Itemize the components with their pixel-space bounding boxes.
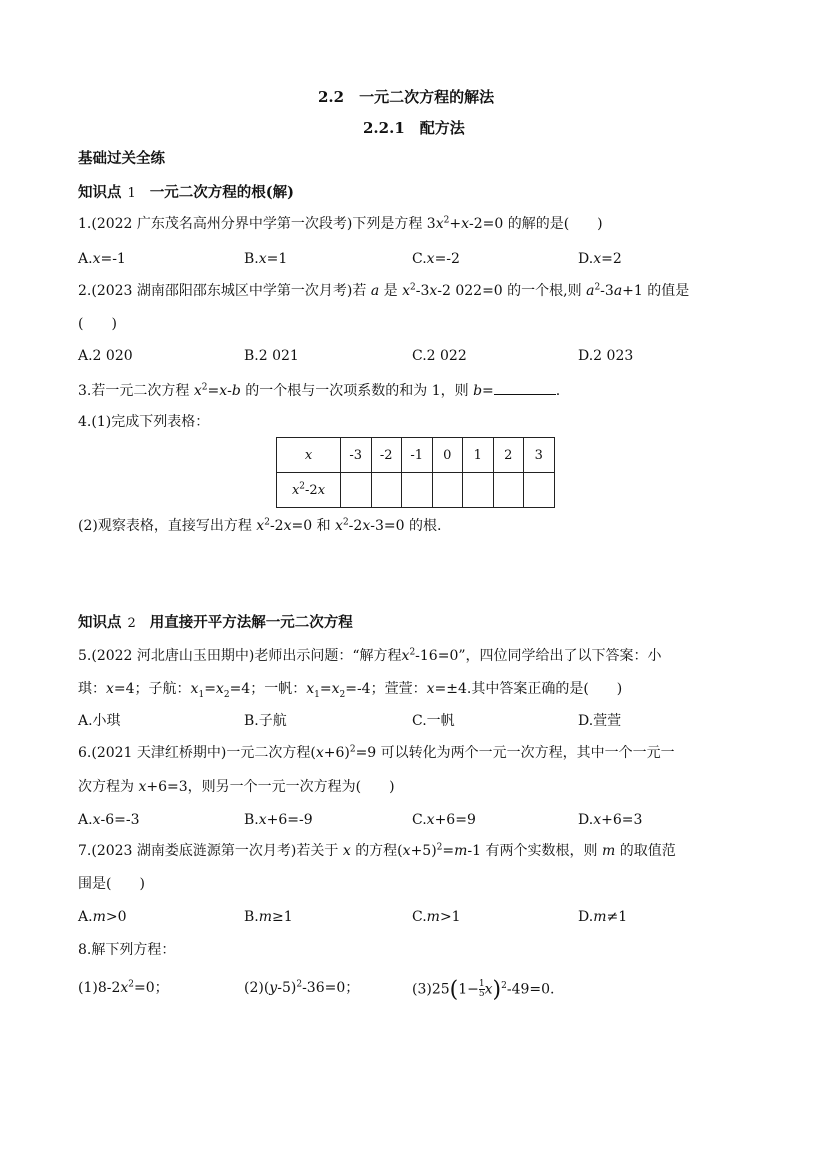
values-table bbox=[276, 437, 555, 508]
question-5-option-b[interactable]: B.子航 bbox=[244, 713, 287, 729]
question-8-stem: 8.解下列方程： bbox=[78, 942, 176, 958]
table-cell: -3 bbox=[341, 438, 372, 473]
question-7-line-1: 7.(2023 湖南娄底涟源第一次月考)若关于 x 的方程$(x+5)^2=m-1$ 有两个实数根，则 m 的取值范 bbox=[78, 842, 676, 859]
question-6-line-1: 6.(2021 天津红桥期中)一元二次方程$(x+6)^2=9$ 可以转化为两个一元一次方程，其中一个一元一 bbox=[78, 744, 675, 761]
table-empty-cell[interactable] bbox=[341, 473, 372, 508]
table-empty-cell[interactable] bbox=[524, 473, 555, 508]
question-1-option-a[interactable]: A.x=-1 bbox=[78, 251, 126, 267]
part-title: 基础过关全练 bbox=[78, 150, 165, 167]
question-2-stem: 2.(2023 湖南邵阳邵东城区中学第一次月考)若 a 是 $x^2-3x-2$ 022=0 的一个根,则 $a^2-3a+1$ 的值是 bbox=[78, 282, 690, 299]
question-8-part-3: (3)25(1− $\frac{1}{5}$ x)$^2$-49=0. bbox=[412, 977, 555, 1003]
section-title: 2.2 一元二次方程的解法 bbox=[318, 88, 495, 106]
table-row bbox=[277, 473, 555, 508]
table-cell: -2 bbox=[371, 438, 402, 473]
question-1-option-b[interactable]: B.x=1 bbox=[244, 251, 288, 267]
question-8-part-1: $(1)8-2x^2=0$； bbox=[78, 979, 169, 996]
knowledge-point-1: 知识点 1 一元二次方程的根(解) bbox=[78, 184, 295, 201]
question-7-line-2: 围是( ) bbox=[78, 876, 145, 892]
question-3-stem: 3.若一元二次方程 $x^2=x-b$ 的一个根与一次项系数的和为 1，则 b= . bbox=[78, 382, 561, 399]
question-2-option-d[interactable]: D.2 023 bbox=[578, 348, 634, 364]
table-header-expression: $x^2-2x$ bbox=[277, 473, 341, 508]
question-5-option-c[interactable]: C.一帆 bbox=[412, 713, 455, 729]
question-2-option-a[interactable]: A.2 020 bbox=[78, 348, 133, 364]
question-7-option-c[interactable]: C.m>1 bbox=[412, 909, 461, 925]
question-6-option-b[interactable]: B.x+6=-9 bbox=[244, 812, 313, 828]
table-empty-cell[interactable] bbox=[463, 473, 494, 508]
table-empty-cell[interactable] bbox=[432, 473, 463, 508]
question-6-option-a[interactable]: A.x-6=-3 bbox=[78, 812, 140, 828]
question-4-part2: (2)观察表格，直接写出方程 $x^2-2x=0$ 和 $x^2-2x-3=0$ 的根. bbox=[78, 517, 442, 534]
table-header-x: x bbox=[277, 438, 341, 473]
question-2-paren: ( ) bbox=[78, 316, 117, 332]
subsection-title: 2.2.1 配方法 bbox=[363, 119, 465, 137]
question-1-stem: 1.(2022 广东茂名高州分界中学第一次段考)下列是方程 $3x^2+x-2=0$ 的解的是( ) bbox=[78, 215, 603, 232]
question-4-part1: 4.(1)完成下列表格： bbox=[78, 414, 210, 430]
question-7-option-a[interactable]: A.m>0 bbox=[78, 909, 127, 925]
table-cell: 2 bbox=[493, 438, 524, 473]
table-cell: -1 bbox=[402, 438, 433, 473]
question-7-option-d[interactable]: D.m≠1 bbox=[578, 909, 628, 925]
question-2-option-c[interactable]: C.2 022 bbox=[412, 348, 467, 364]
table-cell: 3 bbox=[524, 438, 555, 473]
question-6-option-d[interactable]: D.x+6=3 bbox=[578, 812, 643, 828]
question-1-option-c[interactable]: C.x=-2 bbox=[412, 251, 460, 267]
knowledge-point-2: 知识点 2 用直接开平方法解一元二次方程 bbox=[78, 614, 353, 631]
table-row bbox=[277, 438, 555, 473]
table-empty-cell[interactable] bbox=[402, 473, 433, 508]
answer-blank[interactable] bbox=[494, 382, 556, 395]
question-6-line-2: 次方程为 x+6=3，则另一个一元一次方程为( ) bbox=[78, 779, 395, 795]
question-5-option-a[interactable]: A.小琪 bbox=[78, 713, 121, 729]
table-empty-cell[interactable] bbox=[493, 473, 524, 508]
question-6-option-c[interactable]: C.x+6=9 bbox=[412, 812, 476, 828]
table-cell: 0 bbox=[432, 438, 463, 473]
question-1-option-d[interactable]: D.x=2 bbox=[578, 251, 622, 267]
table-cell: 1 bbox=[463, 438, 494, 473]
question-7-option-b[interactable]: B.m≥1 bbox=[244, 909, 293, 925]
fraction-one-fifth: $\frac{1}{5}$ bbox=[478, 979, 485, 999]
question-5-line-2: 琪：x=4；子航：$x_1=x_2=4$；一帆：$x_1=x_2=-4$；萱萱：x=±4.其中答案正确的是( ) bbox=[78, 681, 623, 700]
question-5-line-1: 5.(2022 河北唐山玉田期中)老师出示问题：“解方程$x^2-16=0$”，四位同学给出了以下答案：小 bbox=[78, 647, 662, 664]
question-2-option-b[interactable]: B.2 021 bbox=[244, 348, 299, 364]
table-empty-cell[interactable] bbox=[371, 473, 402, 508]
question-5-option-d[interactable]: D.萱萱 bbox=[578, 713, 622, 729]
question-8-part-2: $(2)(y-5)^2-36=0$； bbox=[244, 979, 360, 996]
